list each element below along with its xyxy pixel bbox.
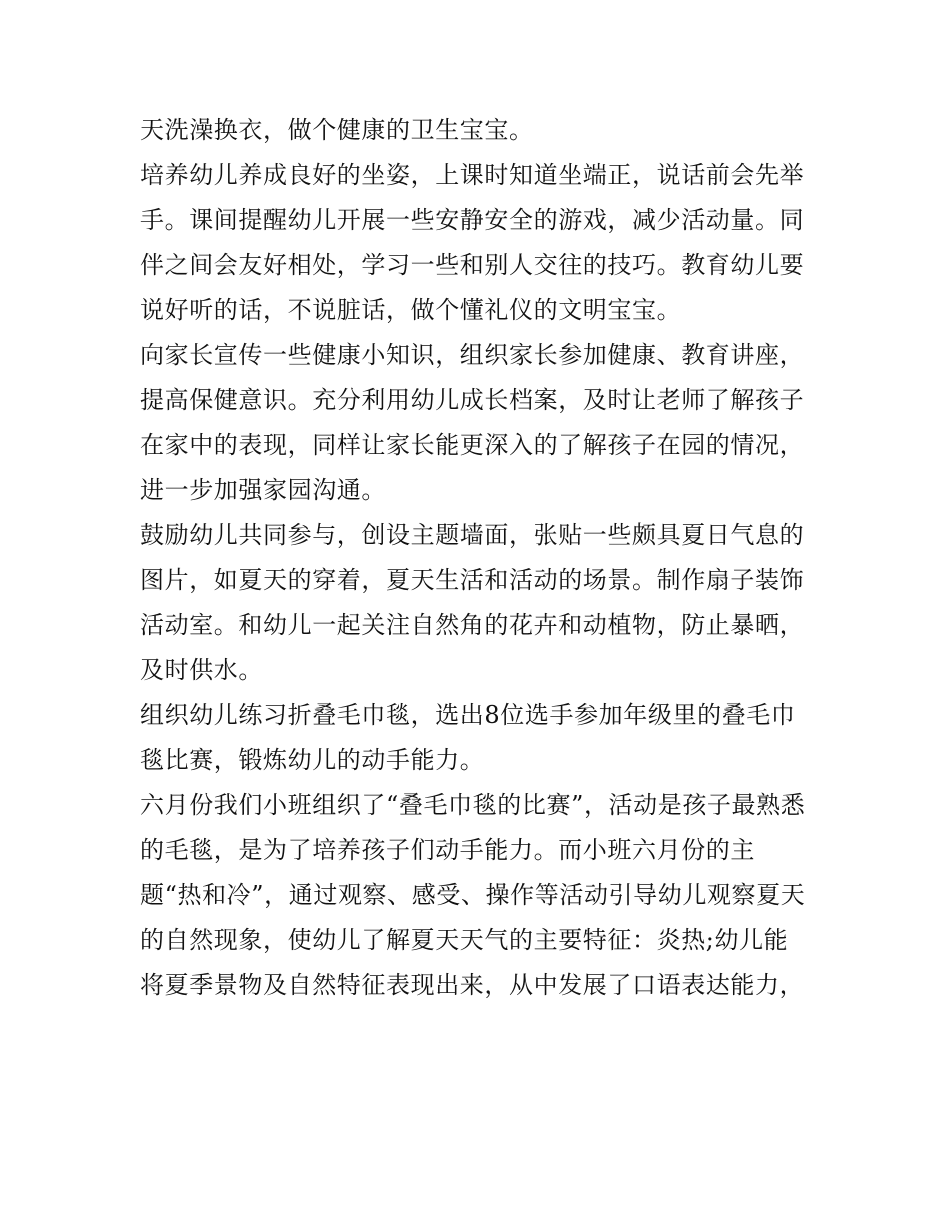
text-line: 六月份我们小班组织了“叠毛巾毯的比赛”，活动是孩子最熟悉 <box>140 791 806 819</box>
text-line: 的毛毯，是为了培养孩子们动手能力。而小班六月份的主 <box>140 836 755 864</box>
text-line: 在家中的表现，同样让家长能更深入的了解孩子在园的情况， <box>140 431 805 459</box>
text-line: 提高保健意识。充分利用幼儿成长档案，及时让老师了解孩子 <box>140 386 805 414</box>
text-line: 向家长宣传一些健康小知识，组织家长参加健康、教育讲座， <box>140 341 805 369</box>
text-line: 说好听的话，不说脏话，做个懂礼仪的文明宝宝。 <box>140 296 682 324</box>
text-line: 天洗澡换衣，做个健康的卫生宝宝。 <box>140 116 534 144</box>
text-line: 手。课间提醒幼儿开展一些安静安全的游戏，减少活动量。同 <box>140 206 805 234</box>
text-line: 鼓励幼儿共同参与，创设主题墙面，张贴一些颇具夏日气息的 <box>140 521 805 549</box>
text-line: 的自然现象，使幼儿了解夏天天气的主要特征：炎热;幼儿能 <box>140 926 789 954</box>
text-line: 将夏季景物及自然特征表现出来，从中发展了口语表达能力， <box>140 971 805 999</box>
text-line: 图片，如夏天的穿着，夏天生活和活动的场景。制作扇子装饰 <box>140 566 805 594</box>
text-line: 及时供水。 <box>140 656 263 684</box>
text-line: 组织幼儿练习折叠毛巾毯，选出8位选手参加年级里的叠毛巾 <box>140 701 796 729</box>
text-line: 进一步加强家园沟通。 <box>140 476 386 504</box>
text-line: 毯比赛，锻炼幼儿的动手能力。 <box>140 746 485 774</box>
text-line: 活动室。和幼儿一起关注自然角的花卉和动植物，防止暴晒， <box>140 611 805 639</box>
document-body <box>140 108 820 1008</box>
text-line: 题“热和冷”，通过观察、感受、操作等活动引导幼儿观察夏天 <box>140 881 806 909</box>
text-line: 培养幼儿养成良好的坐姿，上课时知道坐端正，说话前会先举 <box>140 161 805 189</box>
text-line: 伴之间会友好相处，学习一些和别人交往的技巧。教育幼儿要 <box>140 251 805 279</box>
